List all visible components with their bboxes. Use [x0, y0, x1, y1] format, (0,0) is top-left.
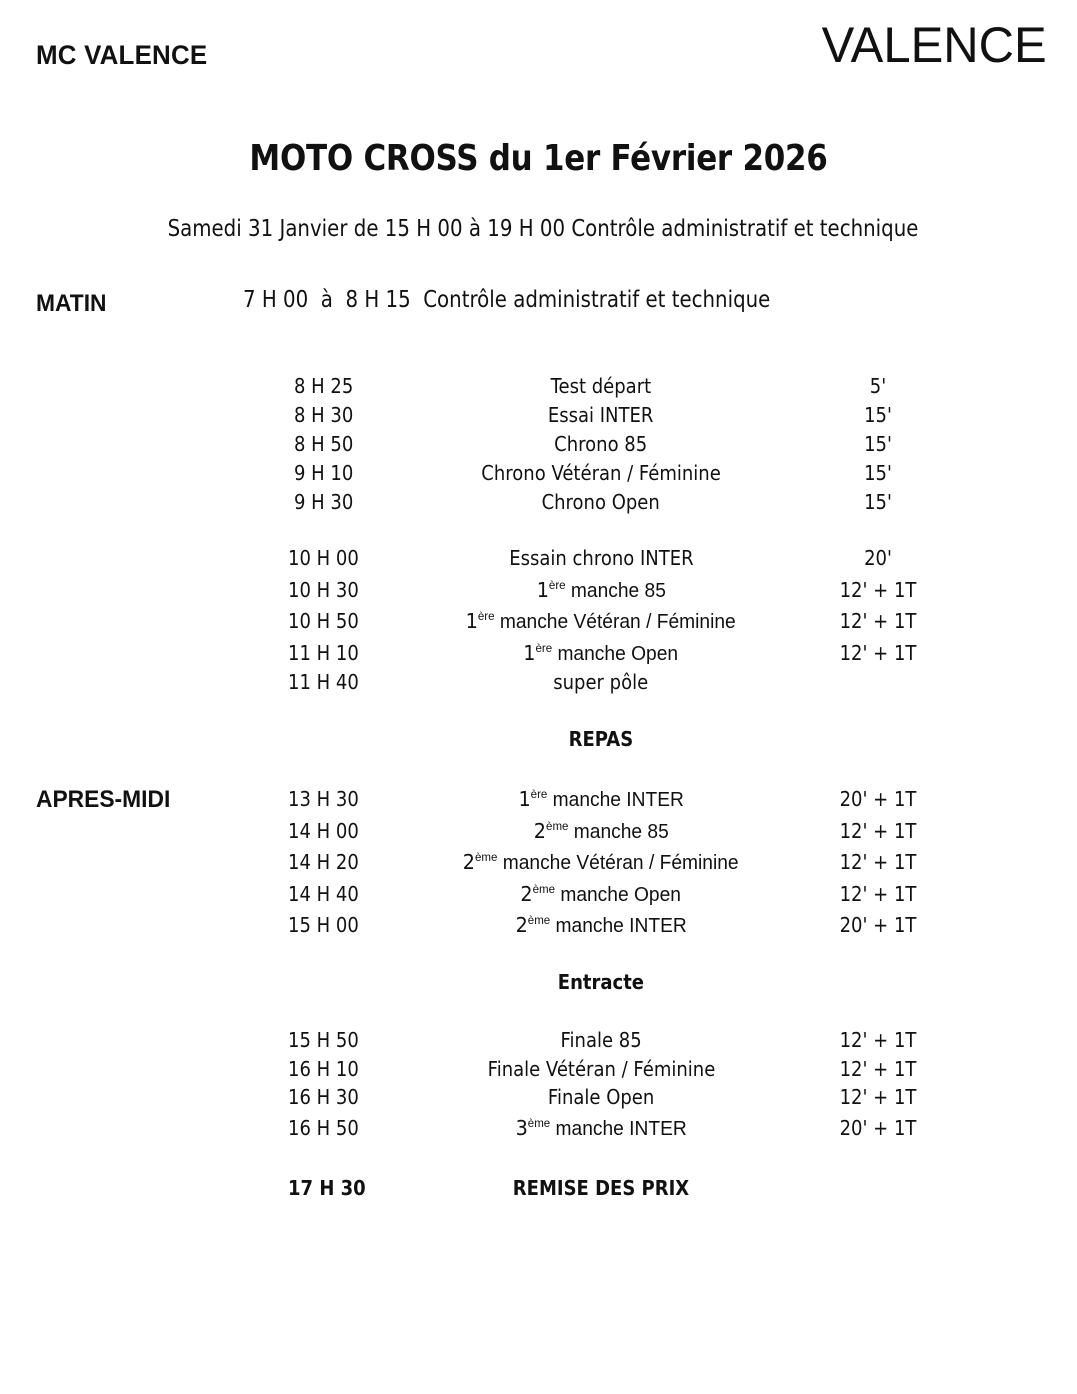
- section-label-matin: MATIN: [36, 290, 107, 317]
- event-name: [401, 641, 801, 666]
- event-time: 15 H 50: [288, 1028, 359, 1052]
- event-label: manche INTER: [555, 1118, 687, 1140]
- event-name: [401, 850, 801, 875]
- ordinal-number: 1: [523, 641, 536, 665]
- ordinal-suffix: ème: [527, 913, 551, 927]
- schedule-row: [0, 641, 1077, 669]
- schedule-row: [0, 882, 1077, 910]
- event-duration: 12' + 1T: [839, 578, 917, 602]
- ordinal-suffix: ère: [548, 578, 566, 592]
- event-label: manche Open: [560, 884, 682, 906]
- event-duration: 12' + 1T: [839, 641, 917, 665]
- event-duration: 12' + 1T: [839, 1085, 917, 1109]
- ordinal-number: 1: [536, 578, 549, 602]
- event-name: [401, 819, 801, 844]
- event-time: 8 H 25: [294, 374, 354, 398]
- ordinal-suffix: ème: [475, 850, 498, 864]
- event-name: [401, 546, 801, 570]
- event-duration: 20' + 1T: [839, 787, 917, 811]
- event-label: manche 85: [570, 580, 666, 602]
- event-duration: 20' + 1T: [839, 913, 917, 937]
- schedule-row: [0, 850, 1077, 878]
- event-time: 8 H 30: [294, 403, 354, 427]
- page-title: MOTO CROSS du 1er Février 2026: [249, 138, 828, 179]
- event-label: manche Vétéran / Féminine: [503, 852, 739, 874]
- event-label: Chrono Open: [541, 490, 661, 514]
- event-label: manche INTER: [555, 915, 687, 937]
- event-label: Chrono Vétéran / Féminine: [481, 461, 721, 485]
- event-time: 13 H 30: [288, 787, 359, 811]
- event-time: 14 H 00: [288, 819, 359, 843]
- event-time: 10 H 50: [288, 609, 359, 633]
- event-name: [401, 578, 801, 603]
- section-label-apres-midi: APRES-MIDI: [36, 786, 171, 813]
- event-name: [401, 490, 801, 514]
- event-name: [401, 670, 801, 694]
- event-label: Finale Vétéran / Féminine: [487, 1057, 715, 1081]
- event-label: manche INTER: [552, 789, 684, 811]
- schedule-row: [0, 403, 1077, 431]
- schedule-row: [0, 490, 1077, 518]
- lunch-break-label: REPAS: [568, 727, 634, 751]
- event-label: manche 85: [573, 821, 669, 843]
- event-name: [401, 1028, 801, 1052]
- ordinal-suffix: ère: [478, 609, 495, 623]
- event-duration: 12' + 1T: [839, 819, 917, 843]
- event-time: 14 H 40: [288, 882, 359, 906]
- event-duration: 12' + 1T: [839, 882, 917, 906]
- event-duration: 15': [864, 490, 892, 514]
- ordinal-suffix: ème: [527, 1116, 551, 1130]
- club-name: MC VALENCE: [36, 40, 208, 70]
- schedule-row: [0, 1028, 1077, 1056]
- event-time: 8 H 50: [294, 432, 354, 456]
- event-label: REMISE DES PRIX: [512, 1176, 690, 1200]
- schedule-row: [0, 374, 1077, 402]
- event-name: [401, 787, 801, 812]
- ordinal-number: 2: [533, 819, 546, 843]
- ordinal-suffix: ème: [532, 882, 556, 896]
- event-label: super pôle: [553, 670, 649, 694]
- morning-control-line: 7 H 00 à 8 H 15 Contrôle administratif et technique: [243, 287, 771, 313]
- event-label: manche Vétéran / Féminine: [500, 611, 737, 633]
- event-name: [401, 882, 801, 907]
- ordinal-suffix: ère: [535, 641, 553, 655]
- event-label: Essain chrono INTER: [508, 546, 694, 570]
- schedule-row: [0, 913, 1077, 941]
- event-time: 17 H 30: [288, 1176, 366, 1200]
- event-label: Finale 85: [560, 1028, 642, 1052]
- event-name: [401, 461, 801, 485]
- schedule-row: [0, 1085, 1077, 1113]
- event-time: 15 H 00: [288, 913, 359, 937]
- event-time: 14 H 20: [288, 850, 359, 874]
- ordinal-suffix: ème: [545, 819, 569, 833]
- schedule-row: [0, 1057, 1077, 1085]
- event-duration: 12' + 1T: [839, 1028, 917, 1052]
- ordinal-number: 1: [465, 609, 479, 633]
- ordinal-suffix: ère: [530, 787, 548, 801]
- schedule-row: [0, 670, 1077, 698]
- event-name: [401, 1085, 801, 1109]
- schedule-row: [0, 432, 1077, 460]
- intermission-label: Entracte: [557, 970, 645, 994]
- event-name: [401, 1116, 801, 1141]
- event-label: Essai INTER: [548, 403, 654, 427]
- saturday-control-line: Samedi 31 Janvier de 15 H 00 à 19 H 00 Contrôle administratif et technique: [167, 216, 919, 242]
- event-label: Finale Open: [547, 1085, 655, 1109]
- event-name: [401, 1176, 801, 1200]
- event-name: [401, 1057, 801, 1081]
- event-time: 11 H 40: [288, 670, 359, 694]
- ordinal-number: 1: [518, 787, 531, 811]
- event-label: Chrono 85: [554, 432, 648, 456]
- event-duration: 15': [864, 403, 892, 427]
- event-duration: 12' + 1T: [839, 1057, 917, 1081]
- event-time: 10 H 00: [288, 546, 359, 570]
- event-time: 16 H 10: [288, 1057, 359, 1081]
- event-name: [401, 913, 801, 938]
- ordinal-number: 2: [515, 913, 528, 937]
- event-duration: 15': [864, 432, 892, 456]
- event-duration: 12' + 1T: [839, 609, 917, 633]
- schedule-row: [0, 819, 1077, 847]
- schedule-row: [0, 578, 1077, 606]
- event-name: [401, 403, 801, 427]
- event-duration: 12' + 1T: [839, 850, 917, 874]
- event-time: 11 H 10: [288, 641, 359, 665]
- ordinal-number: 2: [463, 850, 476, 874]
- event-name: [401, 374, 801, 398]
- event-duration: 20' + 1T: [839, 1116, 917, 1140]
- event-time: 9 H 30: [294, 490, 354, 514]
- schedule-row: [0, 461, 1077, 489]
- schedule-row: [0, 609, 1077, 637]
- event-time: 9 H 10: [294, 461, 354, 485]
- ordinal-number: 2: [520, 882, 533, 906]
- event-duration: 5': [869, 374, 887, 398]
- schedule-row: [0, 546, 1077, 574]
- event-duration: 15': [864, 461, 892, 485]
- schedule-row-prize-giving: [0, 1176, 1077, 1204]
- city-name: VALENCE: [821, 17, 1047, 73]
- event-duration: 20': [864, 546, 892, 570]
- schedule-row: [0, 1116, 1077, 1144]
- event-time: 16 H 50: [288, 1116, 359, 1140]
- event-time: 16 H 30: [288, 1085, 359, 1109]
- ordinal-number: 3: [515, 1116, 528, 1140]
- event-time: 10 H 30: [288, 578, 359, 602]
- event-name: [401, 609, 801, 634]
- event-label: manche Open: [557, 643, 679, 665]
- event-label: Test départ: [550, 374, 652, 398]
- event-name: [401, 432, 801, 456]
